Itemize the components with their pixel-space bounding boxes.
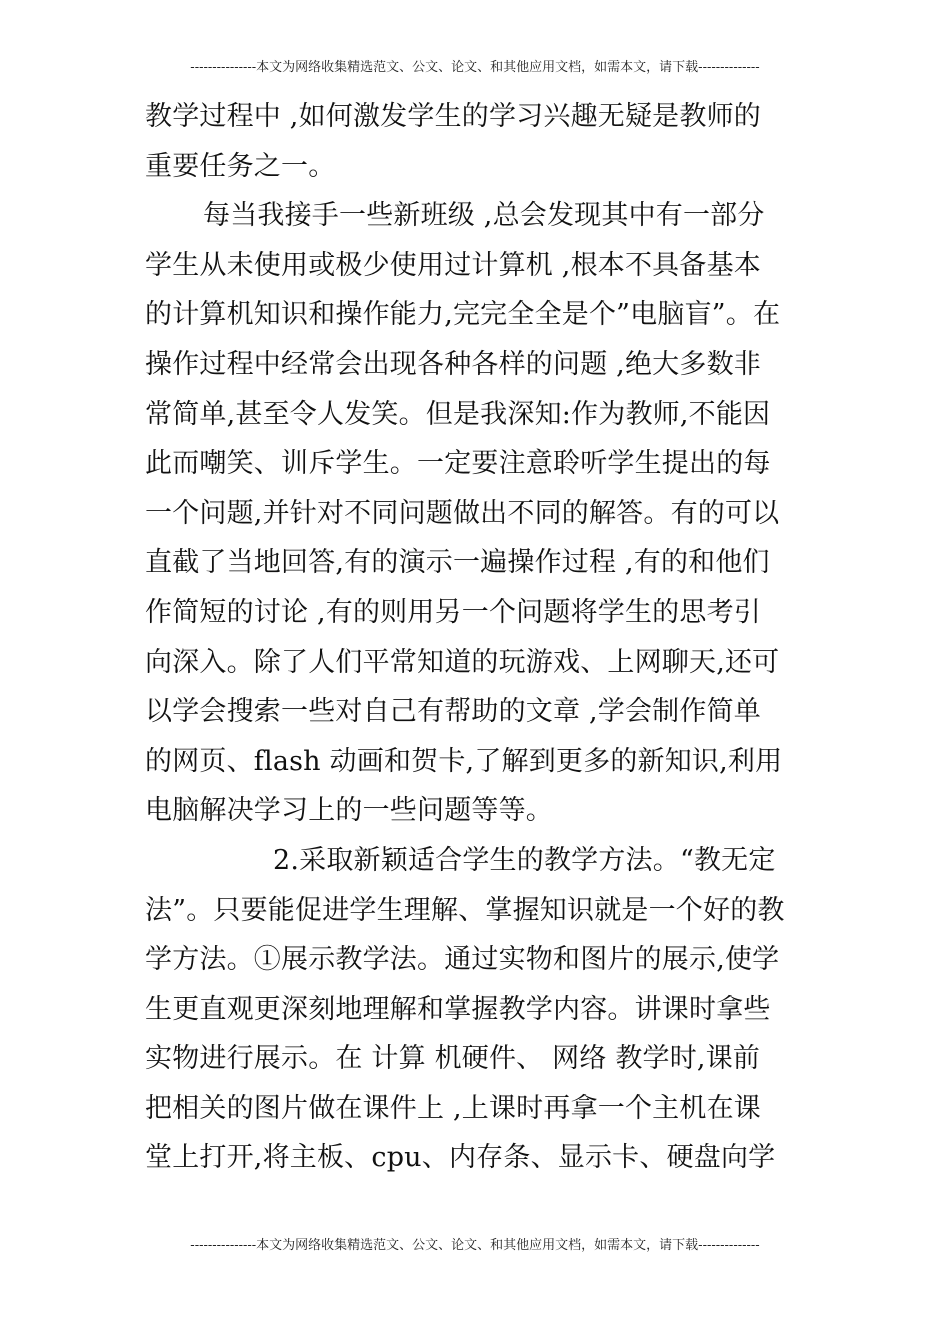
text-line: 把相关的图片做在课件上 ,上课时再拿一个主机在课 — [145, 1092, 761, 1124]
text-line: 一个问题,并针对不同问题做出不同的解答。有的可以 — [145, 497, 780, 529]
text-line: 实物进行展示。在 计算 机硬件、 网络 教学时,课前 — [145, 1043, 761, 1075]
text-line: 常简单,甚至令人发笑。但是我深知:作为教师,不能因 — [145, 398, 771, 430]
document-body — [145, 92, 815, 1183]
text-line: 的网页、flash 动画和贺卡,了解到更多的新知识,利用 — [145, 745, 783, 777]
text-line: 学方法。①展示教学法。通过实物和图片的展示,使学 — [145, 944, 780, 976]
text-line: 堂上打开,将主板、cpu、内存条、显示卡、硬盘向学 — [145, 1142, 776, 1174]
text-line: 的计算机知识和操作能力,完完全全是个”电脑盲”。在 — [145, 299, 781, 331]
text-line: 重要任务之一。 — [145, 150, 336, 182]
text-line: 电脑解决学习上的一些问题等等。 — [145, 795, 553, 827]
text-line: 直截了当地回答,有的演示一遍操作过程 ,有的和他们 — [145, 547, 770, 579]
text-line: 每当我接手一些新班级 ,总会发现其中有一部分 — [203, 200, 765, 232]
text-line: 教学过程中 ,如何激发学生的学习兴趣无疑是教师的 — [145, 101, 761, 132]
text-line: 法”。只要能促进学生理解、掌握知识就是一个好的教 — [145, 894, 785, 926]
text-line: 向深入。除了人们平常知道的玩游戏、上网聊天,还可 — [145, 646, 780, 678]
text-line: 2.采取新颖适合学生的教学方法。“教无定 — [273, 844, 776, 876]
text-line: 操作过程中经常会出现各种各样的问题 ,绝大多数非 — [145, 348, 761, 380]
text-line: 此而嘲笑、训斥学生。一定要注意聆听学生提出的每 — [145, 448, 771, 480]
text-line: 学生从未使用或极少使用过计算机 ,根本不具备基本 — [145, 249, 761, 281]
text-line: 作简短的讨论 ,有的则用另一个问题将学生的思考引 — [145, 596, 761, 628]
page-footer: ---------------本文为网络收集精选范文、公文、论文、和其他应用文档，如需本文，请下载-------------- — [190, 1238, 760, 1253]
text-line: 生更直观更深刻地理解和掌握教学内容。讲课时拿些 — [145, 993, 771, 1025]
page-header: ---------------本文为网络收集精选范文、公文、论文、和其他应用文档，如需本文，请下载-------------- — [190, 60, 760, 75]
text-line: 以学会搜索一些对自己有帮助的文章 ,学会制作简单 — [145, 696, 761, 728]
